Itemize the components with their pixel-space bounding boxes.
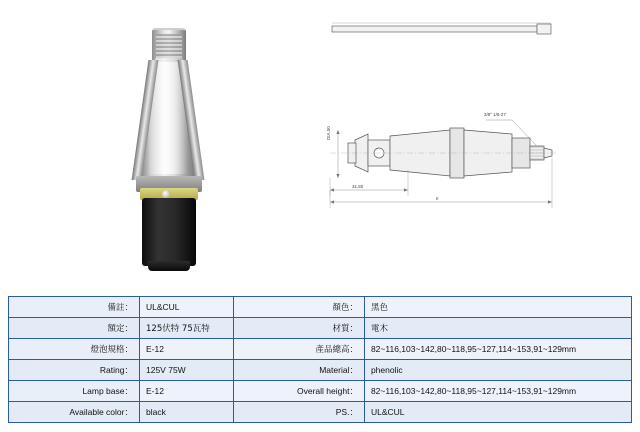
- row-label-ps: PS.：: [233, 402, 364, 423]
- row-value-rating-zh: 125伏特 75瓦特: [140, 318, 234, 339]
- row-value-material-en: phenolic: [364, 360, 631, 381]
- row-label-remark-zh: 備註：: [9, 297, 140, 318]
- table-row: [9, 360, 632, 381]
- lamp-holder-illustration: [128, 28, 208, 268]
- row-label-color-zh: 顏色：: [233, 297, 364, 318]
- row-label-material-en: Material：: [233, 360, 364, 381]
- row-label-lampbase-zh: 燈泡規格：: [9, 339, 140, 360]
- table-row: [9, 297, 632, 318]
- table-row: [9, 402, 632, 423]
- row-value-remark-zh: UL&CUL: [140, 297, 234, 318]
- row-value-lampbase-en: E-12: [140, 381, 234, 402]
- row-value-height-en: 82~116,103~142,80~118,95~127,114~153,91~129mm: [364, 381, 631, 402]
- table-row: [9, 339, 632, 360]
- row-label-rating-en: Rating：: [9, 360, 140, 381]
- diameter-dim-label: DIA.50: [326, 126, 331, 140]
- row-label-rating-zh: 額定：: [9, 318, 140, 339]
- thread-note-label: 3/8" 1/8-27: [484, 112, 506, 117]
- row-label-lampbase-en: Lamp base：: [9, 381, 140, 402]
- row-value-color-zh: 黑色: [364, 297, 631, 318]
- table-row: [9, 318, 632, 339]
- row-value-lampbase-zh: E-12: [140, 339, 234, 360]
- row-value-color-en: black: [140, 402, 234, 423]
- row-value-height-zh: 82~116,103~142,80~118,95~127,114~153,91~129mm: [364, 339, 631, 360]
- product-photo: [0, 0, 300, 290]
- specification-table: [8, 296, 632, 423]
- overall-dim-label: II: [436, 196, 439, 201]
- left-dim-label: 31.50: [352, 184, 364, 189]
- row-value-rating-en: 125V 75W: [140, 360, 234, 381]
- table-row: [9, 381, 632, 402]
- row-label-height-zh: 產品總高：: [233, 339, 364, 360]
- drawing-panel: [300, 0, 640, 290]
- row-label-material-zh: 材質：: [233, 318, 364, 339]
- row-label-color-en: Available color：: [9, 402, 140, 423]
- row-label-height-en: Overall height：: [233, 381, 364, 402]
- row-value-ps: UL&CUL: [364, 402, 631, 423]
- technical-drawing-svg: [300, 0, 640, 290]
- row-value-material-zh: 電木: [364, 318, 631, 339]
- lamp-phenolic-barrel: [142, 198, 196, 266]
